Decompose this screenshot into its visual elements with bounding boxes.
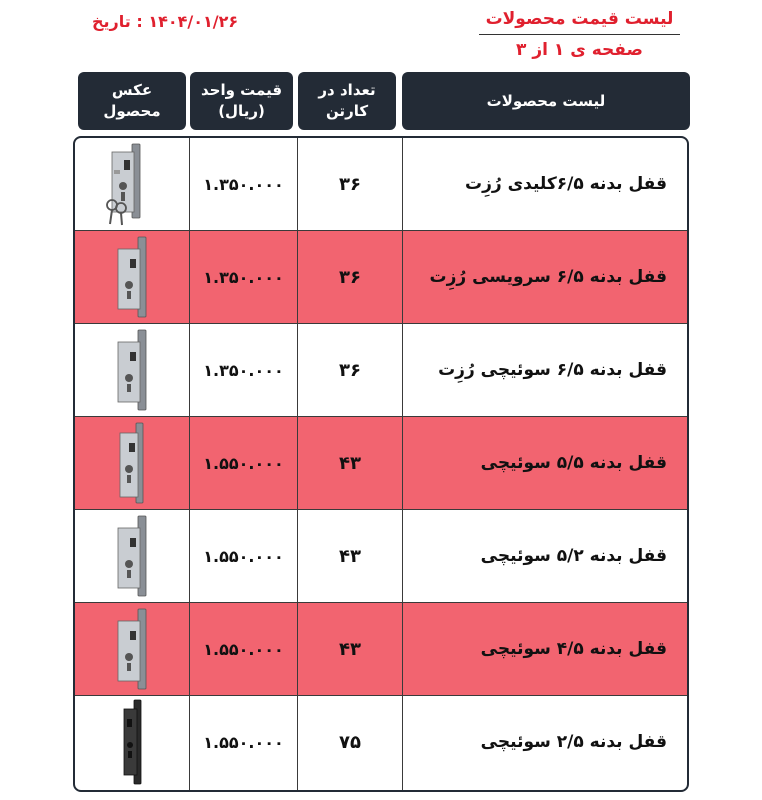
mortise-lock-icon bbox=[110, 328, 154, 412]
product-image bbox=[75, 510, 189, 602]
unit-price: ۱.۵۵۰.۰۰۰ bbox=[203, 546, 284, 566]
product-name: قفل بدنه ۶/۵کلیدی رُزِت bbox=[465, 174, 667, 194]
price-table bbox=[73, 136, 689, 792]
date-label: ۱۴۰۴/۰۱/۲۶ : تاریخ bbox=[92, 12, 239, 31]
column-header-unit-price: قیمت واحد (ریال) bbox=[190, 72, 293, 130]
column-divider bbox=[189, 138, 190, 790]
table-row bbox=[75, 510, 687, 602]
product-name: قفل بدنه ۶/۵ سرویسی رُزِت bbox=[429, 267, 667, 287]
table-row bbox=[75, 231, 687, 323]
mortise-lock-icon bbox=[110, 235, 154, 319]
product-name: قفل بدنه ۶/۵ سوئیچی رُزِت bbox=[438, 360, 667, 380]
row-divider bbox=[75, 602, 687, 603]
row-divider bbox=[75, 416, 687, 417]
row-divider bbox=[75, 509, 687, 510]
mortise-lock-icon bbox=[110, 421, 154, 505]
column-divider bbox=[402, 138, 403, 790]
product-image bbox=[75, 417, 189, 509]
row-divider bbox=[75, 230, 687, 231]
table-row bbox=[75, 324, 687, 416]
column-header-product-image: عکس محصول bbox=[78, 72, 186, 130]
page-indicator: صفحه ی ۱ از ۳ bbox=[516, 40, 643, 60]
mortise-lock-icon bbox=[110, 514, 154, 598]
product-name: قفل بدنه ۵/۲ سوئیچی bbox=[480, 546, 667, 566]
mortise-lock-icon bbox=[110, 607, 154, 691]
mortise-lock-with-keys-icon bbox=[102, 142, 162, 226]
column-divider bbox=[297, 138, 298, 790]
unit-price: ۱.۵۵۰.۰۰۰ bbox=[203, 639, 284, 659]
product-image bbox=[75, 324, 189, 416]
mortise-lock-dark-icon bbox=[112, 699, 152, 785]
carton-count: ۳۶ bbox=[339, 266, 361, 288]
row-divider bbox=[75, 695, 687, 696]
product-name: قفل بدنه ۵/۵ سوئیچی bbox=[480, 453, 667, 473]
carton-count: ۷۵ bbox=[339, 731, 361, 753]
product-name: قفل بدنه ۲/۵ سوئیچی bbox=[480, 732, 667, 752]
product-image bbox=[75, 231, 189, 323]
carton-count: ۴۳ bbox=[339, 452, 361, 474]
table-row bbox=[75, 417, 687, 509]
unit-price: ۱.۵۵۰.۰۰۰ bbox=[203, 732, 284, 752]
carton-count: ۴۳ bbox=[339, 545, 361, 567]
table-row bbox=[75, 696, 687, 788]
product-name: قفل بدنه ۴/۵ سوئیچی bbox=[480, 639, 667, 659]
unit-price: ۱.۳۵۰.۰۰۰ bbox=[203, 360, 284, 380]
table-row bbox=[75, 138, 687, 230]
price-list-title: لیست قیمت محصولات bbox=[485, 9, 674, 29]
product-image bbox=[75, 138, 189, 230]
product-image bbox=[75, 696, 189, 788]
unit-price: ۱.۳۵۰.۰۰۰ bbox=[203, 267, 284, 287]
carton-count: ۳۶ bbox=[339, 173, 361, 195]
carton-count: ۳۶ bbox=[339, 359, 361, 381]
unit-price: ۱.۵۵۰.۰۰۰ bbox=[203, 453, 284, 473]
table-row bbox=[75, 603, 687, 695]
row-divider bbox=[75, 323, 687, 324]
carton-count: ۴۳ bbox=[339, 638, 361, 660]
unit-price: ۱.۳۵۰.۰۰۰ bbox=[203, 174, 284, 194]
product-image bbox=[75, 603, 189, 695]
title-block bbox=[477, 4, 682, 65]
column-header-product-list: لیست محصولات bbox=[402, 72, 690, 130]
column-header-carton-count: تعداد در کارتن bbox=[298, 72, 396, 130]
